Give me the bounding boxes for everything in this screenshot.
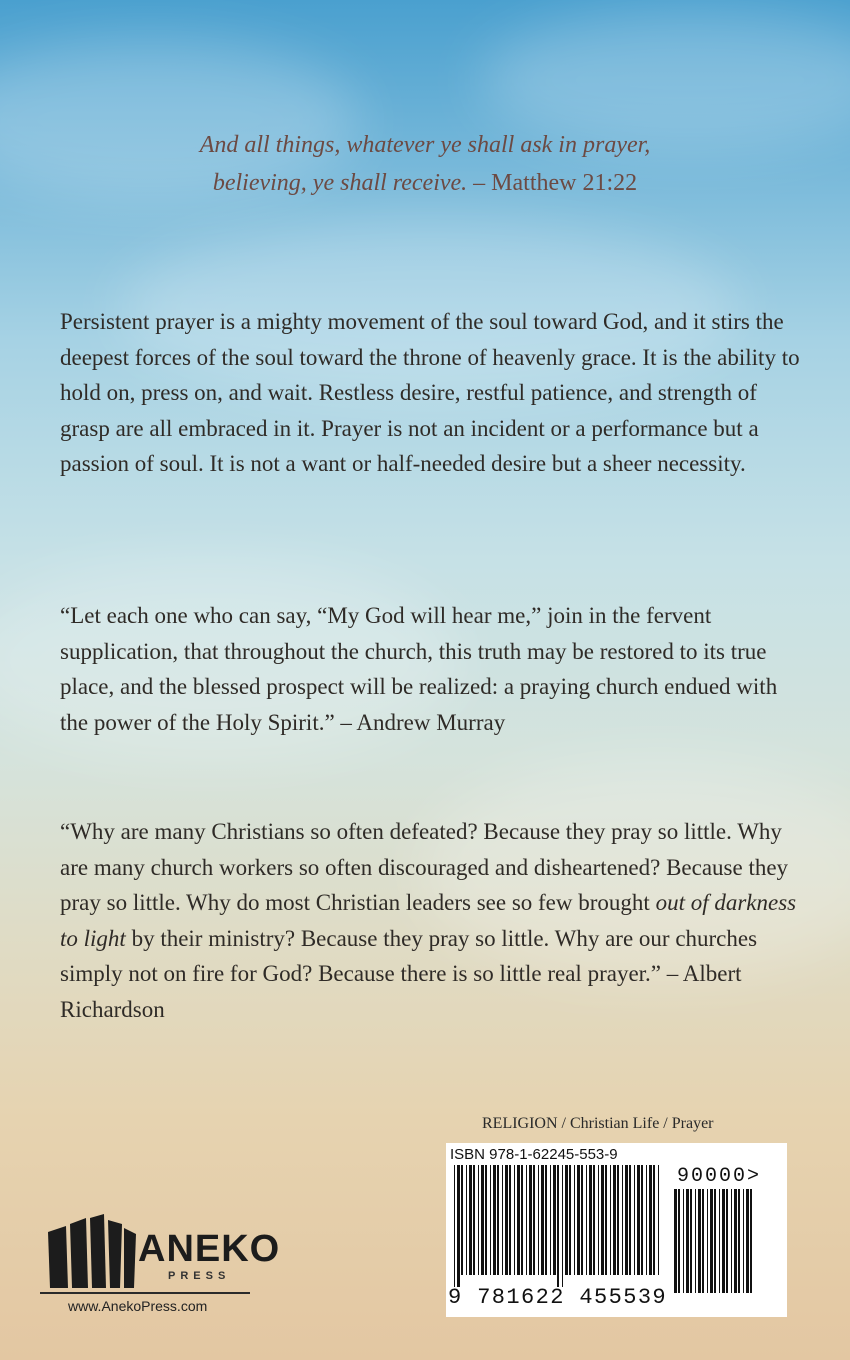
barcode-bar [707,1189,708,1293]
price-code [677,1165,761,1188]
barcode-bar [726,1189,728,1293]
ean-barcode-bars [454,1165,662,1287]
barcode-bar [589,1165,592,1275]
barcode-bar [629,1165,631,1275]
epigraph-line2-italic: believing, ye shall receive. [212,170,468,196]
barcode-bar [517,1165,520,1275]
barcode-bar [743,1189,744,1293]
barcode-bar [514,1165,515,1275]
barcode-bar [466,1165,467,1275]
barcode-bar [497,1165,499,1275]
barcode-bar [750,1189,752,1293]
barcode-bar [541,1165,544,1275]
barcode-bar [505,1165,508,1275]
barcode-bar [695,1189,696,1293]
barcode-bar [502,1165,503,1275]
barcode-bar [722,1189,725,1293]
category-label: RELIGION / Christian Life / Prayer [482,1115,714,1132]
body-paragraph-1: Persistent prayer is a mighty movement of the soul toward God, and it stirs the deepest forces of the soul toward the throne of heavenly grace. It is the ability to hold on, press on, and wait. Restless desire, restful patience, and strength of grasp are all embraced in it. Prayer is not an incident or a performance but a passion of soul. It is not a want or half-needed desire but a sheer necessity. [60,309,800,476]
barcode-bar [562,1165,563,1287]
barcode-bar [690,1189,692,1293]
barcode-bar [490,1165,491,1275]
publisher-imprint: PRESS [168,1270,231,1282]
barcode-bar [646,1165,647,1275]
barcode-bar [586,1165,587,1275]
barcode-bar [581,1165,583,1275]
barcode-bar [698,1189,701,1293]
barcode-bar [481,1165,484,1275]
barcode-bar [454,1165,455,1287]
barcode-bar [526,1165,527,1275]
publisher-url: www.AnekoPress.com [68,1298,208,1314]
barcode-bar [617,1165,619,1275]
barcode-bar [521,1165,523,1275]
barcode-bar [658,1165,659,1275]
epigraph-line2 [0,164,850,202]
barcode-bar [478,1165,479,1275]
barcode-bar [565,1165,568,1275]
barcode-bar [610,1165,611,1275]
barcode-bar [538,1165,539,1275]
paragraph3-italic-phrase: out of darkness to light [60,890,797,951]
barcode-bar [637,1165,640,1275]
barcode-bar [686,1189,689,1293]
logo-divider [40,1292,250,1294]
barcode-bar [641,1165,643,1275]
barcode-bar [734,1189,737,1293]
body-paragraph-3 [60,814,800,1027]
price-code-digits: 90000 [677,1165,748,1188]
isbn-label: ISBN 978-1-62245-553-9 [450,1146,618,1163]
price-symbol: > [747,1165,762,1188]
barcode-bar [702,1189,704,1293]
barcode-bar [493,1165,496,1275]
barcode-bar [574,1165,575,1275]
publisher-logo [40,1210,281,1325]
paragraph3-text-start: “Why are many Christians so often defeated? Because they pray so little. Why are many church workers so often discouraged and disheartened? Because they pray so little. Why do most Christian leaders see so few brought [60,819,789,915]
publisher-name: ANEKO [138,1228,281,1270]
barcode-bar [569,1165,571,1275]
barcode-bar [746,1189,749,1293]
barcode-bar [473,1165,475,1275]
epigraph [0,126,850,202]
barcode-bar [509,1165,511,1275]
body-paragraph-2: “Let each one who can say, “My God will hear me,” join in the fervent supplication, that throughout the church, this truth may be restored to its true place, and the blessed prospect will be realized: a praying church endued with the power of the Holy Spirit.” – Andrew Murray [60,603,778,735]
barcode-bar [613,1165,616,1275]
barcode-bar [533,1165,535,1275]
barcode-bar [605,1165,607,1275]
barcode-bar [577,1165,580,1275]
epigraph-line1: And all things, whatever ye shall ask in prayer, [199,132,651,158]
barcode-bar [557,1165,559,1287]
barcode-bar [622,1165,623,1275]
barcode-bar [545,1165,547,1275]
barcode-bar [601,1165,604,1275]
barcode-bar [649,1165,652,1275]
isbn-barcode [446,1143,787,1317]
barcode-bar [457,1165,460,1287]
barcode-bar [634,1165,635,1275]
barcode-bar [674,1189,677,1293]
barcode-bar [529,1165,532,1275]
barcode-bar [593,1165,595,1275]
epigraph-reference: – Matthew 21:22 [467,170,638,196]
barcode-bar [710,1189,713,1293]
barcode-bar [719,1189,720,1293]
barcode-bar [625,1165,628,1275]
barcode-bar [653,1165,655,1275]
barcode-bar [553,1165,556,1275]
price-addon-bars [674,1189,756,1305]
barcode-bar [550,1165,551,1275]
books-icon [40,1210,140,1290]
barcode-bar [738,1189,740,1293]
barcode-bar [461,1165,463,1275]
barcode-bar [469,1165,472,1275]
isbn-digits: 9 781622 455539 [448,1285,668,1310]
barcode-bar [598,1165,599,1275]
barcode-bar [683,1189,684,1293]
barcode-bar [714,1189,716,1293]
paragraph3-text-end: by their ministry? Because they pray so little. Why are our churches simply not on fire for God? Because there is so little real prayer.” – Albert Richardson [60,925,758,1022]
barcode-bar [485,1165,487,1275]
barcode-bar [678,1189,680,1293]
barcode-bar [731,1189,732,1293]
